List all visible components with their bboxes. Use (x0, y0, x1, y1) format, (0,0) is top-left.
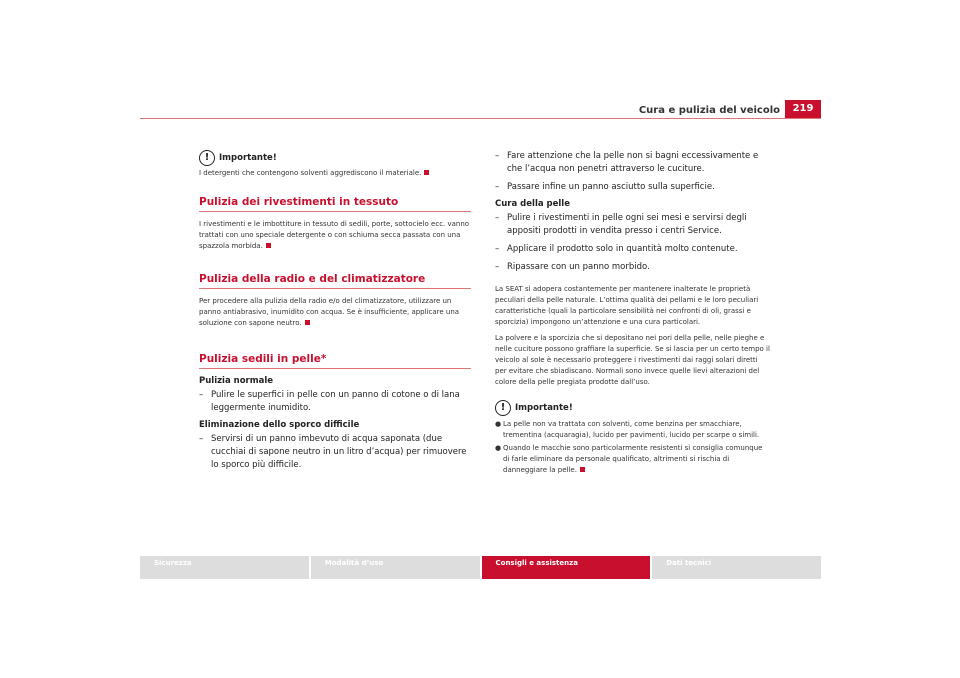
warning-heading (199, 150, 471, 166)
section-text: I rivestimenti e le imbottiture in tessuto di sedili, porte, sottocielo ecc. vanno trattati con uno speciale detergente o con schiuma secca passata con una spazzola morbida. (199, 220, 470, 250)
end-mark-icon (266, 243, 271, 248)
end-mark-icon (580, 467, 585, 472)
header-title: Cura e pulizia del veicolo (638, 105, 780, 116)
list-item: – Applicare il prodotto solo in quantità molto contenute. (495, 244, 738, 254)
warning-title: Importante! (219, 153, 277, 163)
end-mark-icon (305, 320, 310, 325)
section-text: Per procedere alla pulizia della radio e/o del climatizzatore, utilizzare un panno antiabrasivo, inumidito con acqua. Se è insufficiente, applicare una soluzione con sapone neutro. (199, 297, 460, 327)
subheading: Eliminazione dello sporco difficile (199, 420, 360, 430)
header-rule (140, 118, 821, 119)
subheading: Cura della pelle (495, 199, 570, 209)
left-column (199, 150, 471, 472)
list-item: – Ripassare con un panno morbido. (495, 262, 650, 272)
right-column (495, 150, 770, 476)
bullet-item: ● La pelle non va trattata con solventi, come benzina per smacchiare, trementina (acquaragia), lucido per pavimenti, lucido per scarpe o simili. (495, 420, 760, 439)
list-item: – Passare infine un panno asciutto sulla superficie. (495, 182, 715, 192)
paragraph: La SEAT si adopera costantemente per mantenere inalterate le proprietà peculiari della pelle naturale. L’ottima qualità dei pellami e le loro peculiari caratteristiche (quali la particolare sensibilità nei confronti di oli, grassi e sporcizia) impongono un’attenzione e una cura particolari. (495, 285, 759, 326)
footer-nav (140, 556, 821, 579)
list-item: – Pulire i rivestimenti in pelle ogni sei mesi e servirsi degli appositi prodotti in vendita presso i centri Service. (495, 213, 747, 236)
section-title: Pulizia dei rivestimenti in tessuto (199, 196, 471, 212)
bullet-item: ● Quando le macchie sono particolarmente resistenti si consiglia comunque di farle eliminare da personale qualificato, altrimenti si rischia di danneggiare la pelle. (495, 444, 763, 474)
warning-title: Importante! (515, 403, 573, 413)
exclamation-icon: ! (495, 400, 511, 416)
exclamation-icon: ! (199, 150, 215, 166)
end-mark-icon (424, 170, 429, 175)
section-title: Pulizia della radio e del climatizzatore (199, 273, 471, 289)
footer-tab-dati-tecnici[interactable]: Dati tecnici (652, 556, 821, 579)
warning-text: I detergenti che contengono solventi aggrediscono il materiale. (199, 168, 471, 179)
paragraph: La polvere e la sporcizia che si depositano nei pori della pelle, nelle pieghe e nelle cuciture possono graffiare la superficie. Se si lascia per un certo tempo il veicolo al sole è necessario proteggere i rivestimenti dai raggi solari diretti per evitare che sbiadiscano. Normali sono invece quelle lievi alterazioni del colore della pelle pregiata prodotte dall’uso. (495, 334, 770, 386)
page-number: 219 (785, 100, 821, 118)
footer-tab-sicurezza[interactable]: Sicurezza (140, 556, 309, 579)
footer-tab-modalita-uso[interactable]: Modalità d’uso (311, 556, 480, 579)
subheading: Pulizia normale (199, 376, 274, 386)
footer-tab-consigli-assistenza[interactable]: Consigli e assistenza (482, 556, 651, 579)
list-item: – Pulire le superfici in pelle con un panno di cotone o di lana leggermente inumidito. (199, 390, 460, 413)
list-item: – Fare attenzione che la pelle non si bagni eccessivamente e che l’acqua non penetri attraverso le cuciture. (495, 151, 759, 174)
list-item: – Servirsi di un panno imbevuto di acqua saponata (due cucchiai di sapone neutro in un litro d’acqua) per rimuovere lo sporco più difficile. (199, 434, 467, 470)
warning-heading (495, 400, 770, 416)
section-title: Pulizia sedili in pelle* (199, 353, 471, 369)
